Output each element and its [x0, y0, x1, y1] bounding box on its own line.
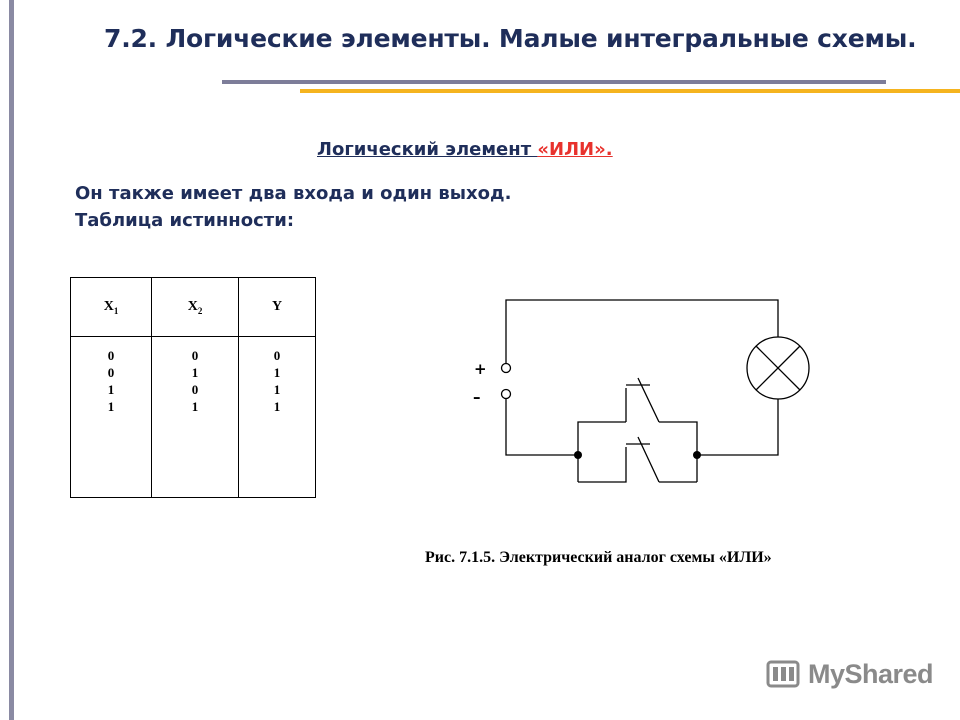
cell-value: 0 [191, 348, 199, 363]
cell-value: 1 [107, 382, 115, 397]
wire-bottom-left [506, 396, 578, 455]
cell-value: 1 [273, 365, 281, 380]
cell-value: 0 [273, 348, 281, 363]
cell-value: 0 [191, 382, 199, 397]
subtitle-text: Логический элемент [317, 139, 538, 160]
junction-right [693, 451, 701, 459]
wire-top [506, 300, 778, 364]
cell-value: 1 [273, 399, 281, 414]
cell-value: 1 [107, 399, 115, 414]
branch-right [659, 422, 697, 455]
watermark-icon [764, 656, 804, 692]
minus-sign: – [473, 388, 481, 406]
description-line-2: Таблица истинности: [75, 210, 295, 231]
cell-value: 0 [107, 365, 115, 380]
switch-2-left-lead [578, 447, 626, 482]
watermark-logo [764, 654, 933, 694]
cell-value: 1 [273, 382, 281, 397]
slide-title: 7.2. Логические элементы. Малые интегральные схемы. [104, 24, 917, 53]
terminal-minus [502, 390, 511, 399]
figure-caption: Рис. 7.1.5. Электрический аналог схемы «ИЛИ» [425, 549, 772, 566]
description-line-1: Он также имеет два входа и один выход. [75, 183, 512, 204]
header-x1: $X_1$ [71, 278, 152, 337]
cell-value: 1 [191, 365, 199, 380]
plus-sign: + [474, 360, 487, 378]
cell-value: 1 [191, 399, 199, 414]
wire-lamp-right [697, 399, 778, 455]
watermark-text: MyShared [808, 658, 934, 689]
subtitle-accent: «ИЛИ». [537, 139, 613, 160]
junction-left [574, 451, 582, 459]
terminal-plus [502, 364, 511, 373]
header-x2: $X_2$ [152, 278, 239, 337]
header-y: Y [239, 278, 316, 337]
cell-value: 0 [107, 348, 115, 363]
branch-left [578, 422, 626, 455]
